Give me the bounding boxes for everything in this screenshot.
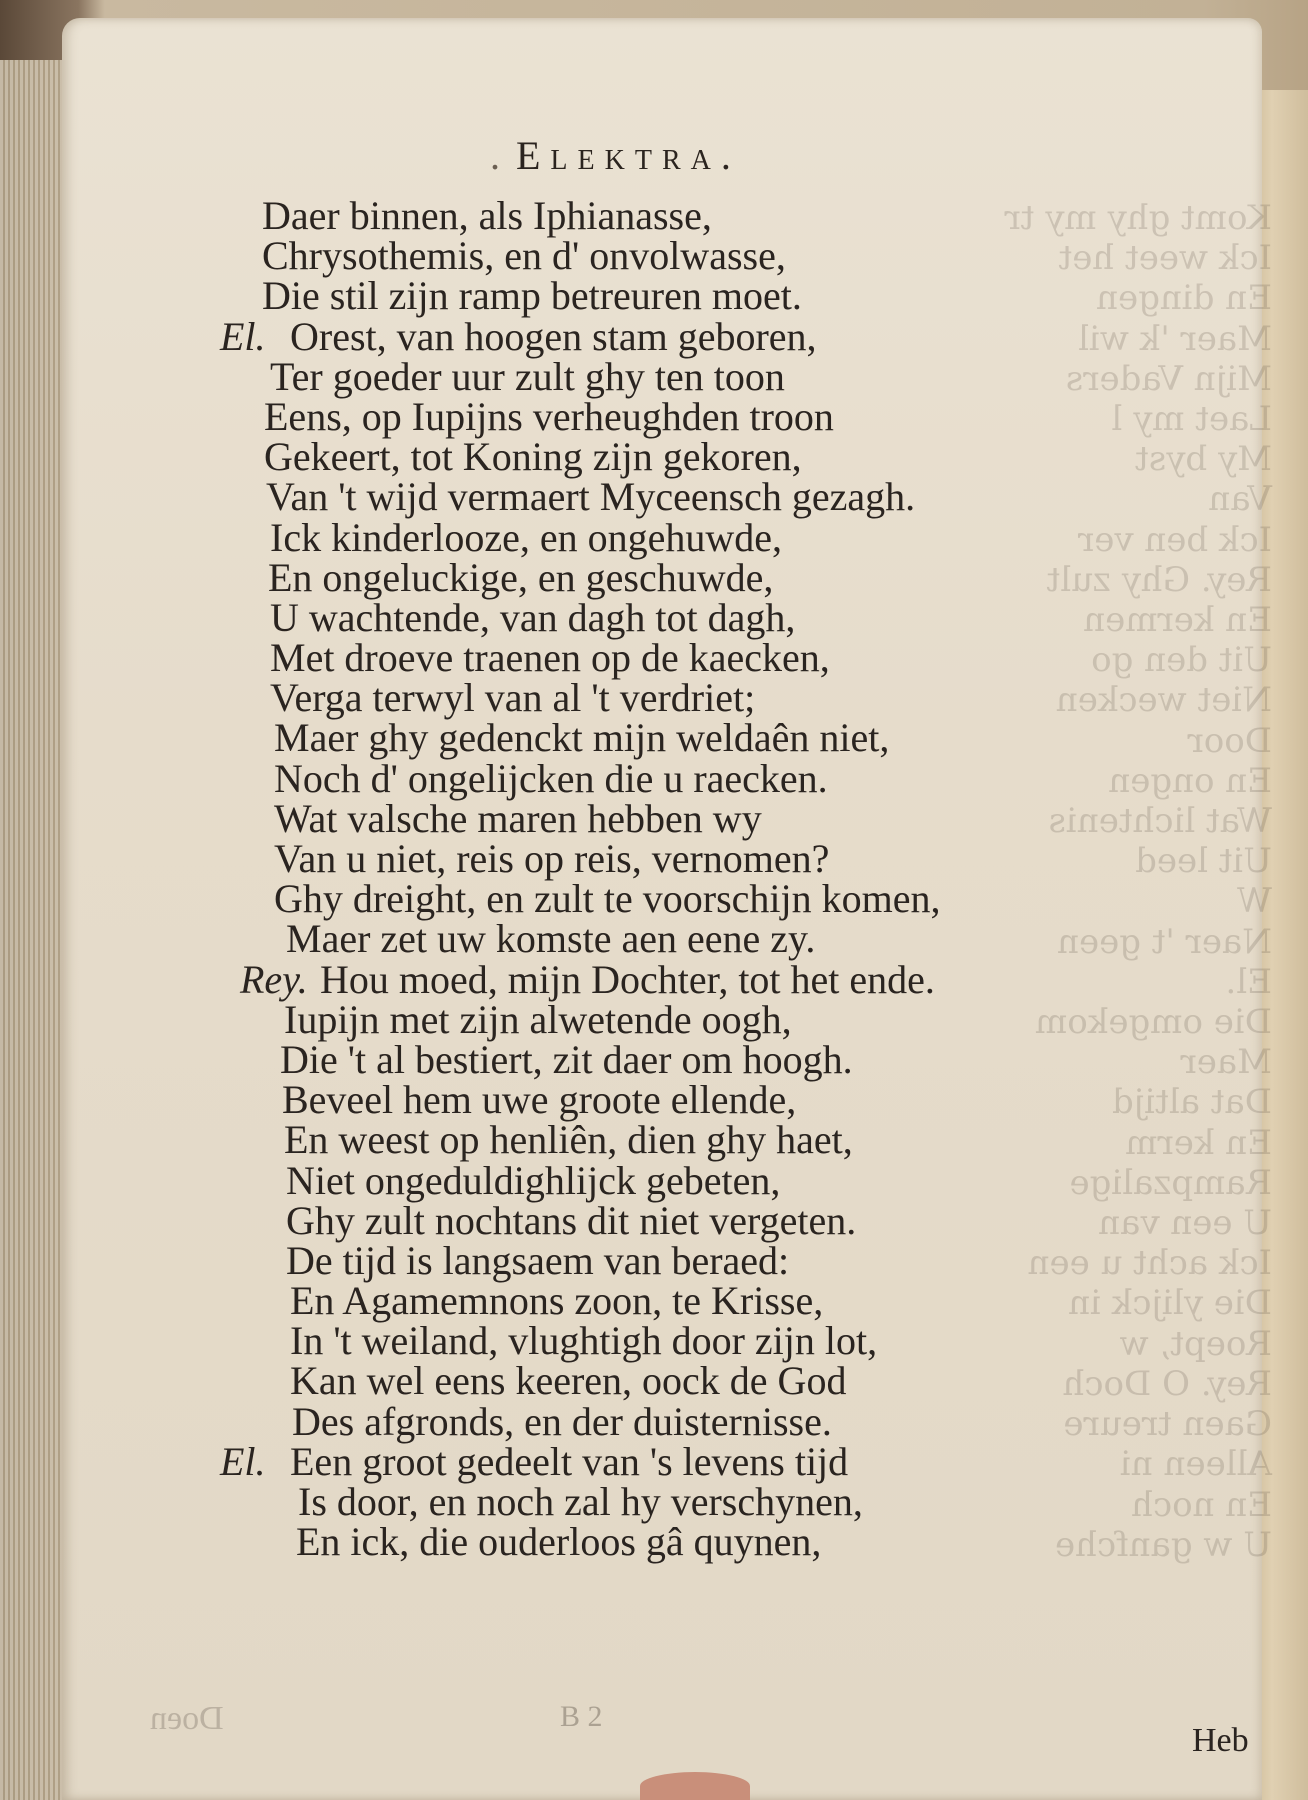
verse-text: Een groot gedeelt van 's levens tijd — [290, 1438, 849, 1484]
left-page-edges — [0, 60, 70, 1800]
verse-text: Maer ghy gedenckt mijn weldaên niet, — [274, 715, 890, 761]
verse-text: Iupijn met zijn alwetende oogh, — [284, 996, 792, 1042]
show-through-text: Komt ghy my tr Ick weet het En dingen Maer 'k wil Mijn Vaders Laet my l My byst Van Ick ben ver Rey. Ghy zult En kermen Uit den go Niet wecken Door En ongen Wat lichtenis Uit leed W Naer 't geen El. Die omgekom Maer Dat altijd En kerm Rampzalige U een van Ick acht u een Die ylijck in Roept, w Rey. O Doch Gaen treure Alleen ni En noch U w ganfche — [1004, 198, 1272, 1565]
verse-text: En weest op henliên, dien ghy haet, — [284, 1117, 853, 1163]
verse-text: Orest, van hoogen stam geboren, — [290, 313, 817, 359]
verse-text: Noch d' ongelijcken die u raecken. — [274, 755, 828, 801]
verse-text: Maer zet uw komste aen eene zy. — [286, 916, 816, 962]
verse-text: Des afgronds, en der duisternisse. — [292, 1398, 832, 1444]
verse-text: Gekeert, tot Koning zijn gekoren, — [264, 434, 802, 480]
verse-text: Beveel hem uwe groote ellende, — [282, 1077, 797, 1123]
thumb — [640, 1772, 750, 1800]
verse-text: In 't weiland, vlughtigh door zijn lot, — [290, 1318, 878, 1364]
signature-mark: B 2 — [560, 1700, 603, 1733]
verse-text: Ghy dreight, en zult te voorschijn komen, — [274, 876, 941, 922]
verse-text: Chrysothemis, en d' onvolwasse, — [262, 233, 786, 279]
verse-text: En ongeluckige, en geschuwde, — [268, 554, 774, 600]
verse-text: Daer binnen, als Iphianasse, — [262, 193, 712, 238]
verse-text: En Agamemnons zoon, te Krisse, — [290, 1278, 824, 1324]
speaker-label: El. — [220, 1438, 266, 1484]
verse-text: Niet ongeduldighlijck gebeten, — [286, 1157, 781, 1203]
running-head: . Elektra. — [490, 133, 741, 178]
verse-text: Wat valsche maren hebben wy — [274, 795, 762, 841]
verse-text: Is door, en noch zal hy verschynen, — [298, 1479, 863, 1524]
verse-text: Verga terwyl van al 't verdriet; — [270, 675, 756, 721]
verse-text: Hou moed, mijn Dochter, tot het ende. — [320, 956, 935, 1002]
verse-text: Van 't wijd vermaert Myceensch gezagh. — [266, 474, 916, 520]
verse-text: Ter goeder uur zult ghy ten toon — [270, 353, 785, 399]
verse-text: Met droeve traenen op de kaecken, — [270, 635, 830, 681]
verse-text: Die 't al bestiert, zit daer om hoogh. — [280, 1036, 853, 1082]
verse-text: De tijd is langsaem van beraed: — [286, 1237, 790, 1283]
verse-text: Ick kinderlooze, en ongehuwde, — [270, 514, 783, 560]
show-through-footer: Doen — [150, 1700, 224, 1737]
catchword: Heb — [1192, 1722, 1249, 1759]
verse-text: Van u niet, reis op reis, vernomen? — [274, 836, 830, 881]
running-head-title: Elektra. — [516, 133, 741, 178]
verse-text: Ghy zult nochtans dit niet vergeten. — [286, 1197, 857, 1243]
speaker-label: El. — [220, 313, 266, 359]
verse-text: Kan wel eens keeren, oock de God — [290, 1358, 847, 1404]
verse-text: Eens, op Iupijns verheughden troon — [264, 393, 834, 439]
verse-text: U wachtende, van dagh tot dagh, — [270, 594, 796, 640]
verse-text: Die stil zijn ramp betreuren moet. — [262, 273, 802, 319]
verse-text: En ick, die ouderloos gâ quynen, — [296, 1519, 822, 1565]
speaker-label: Rey. — [240, 956, 308, 1002]
